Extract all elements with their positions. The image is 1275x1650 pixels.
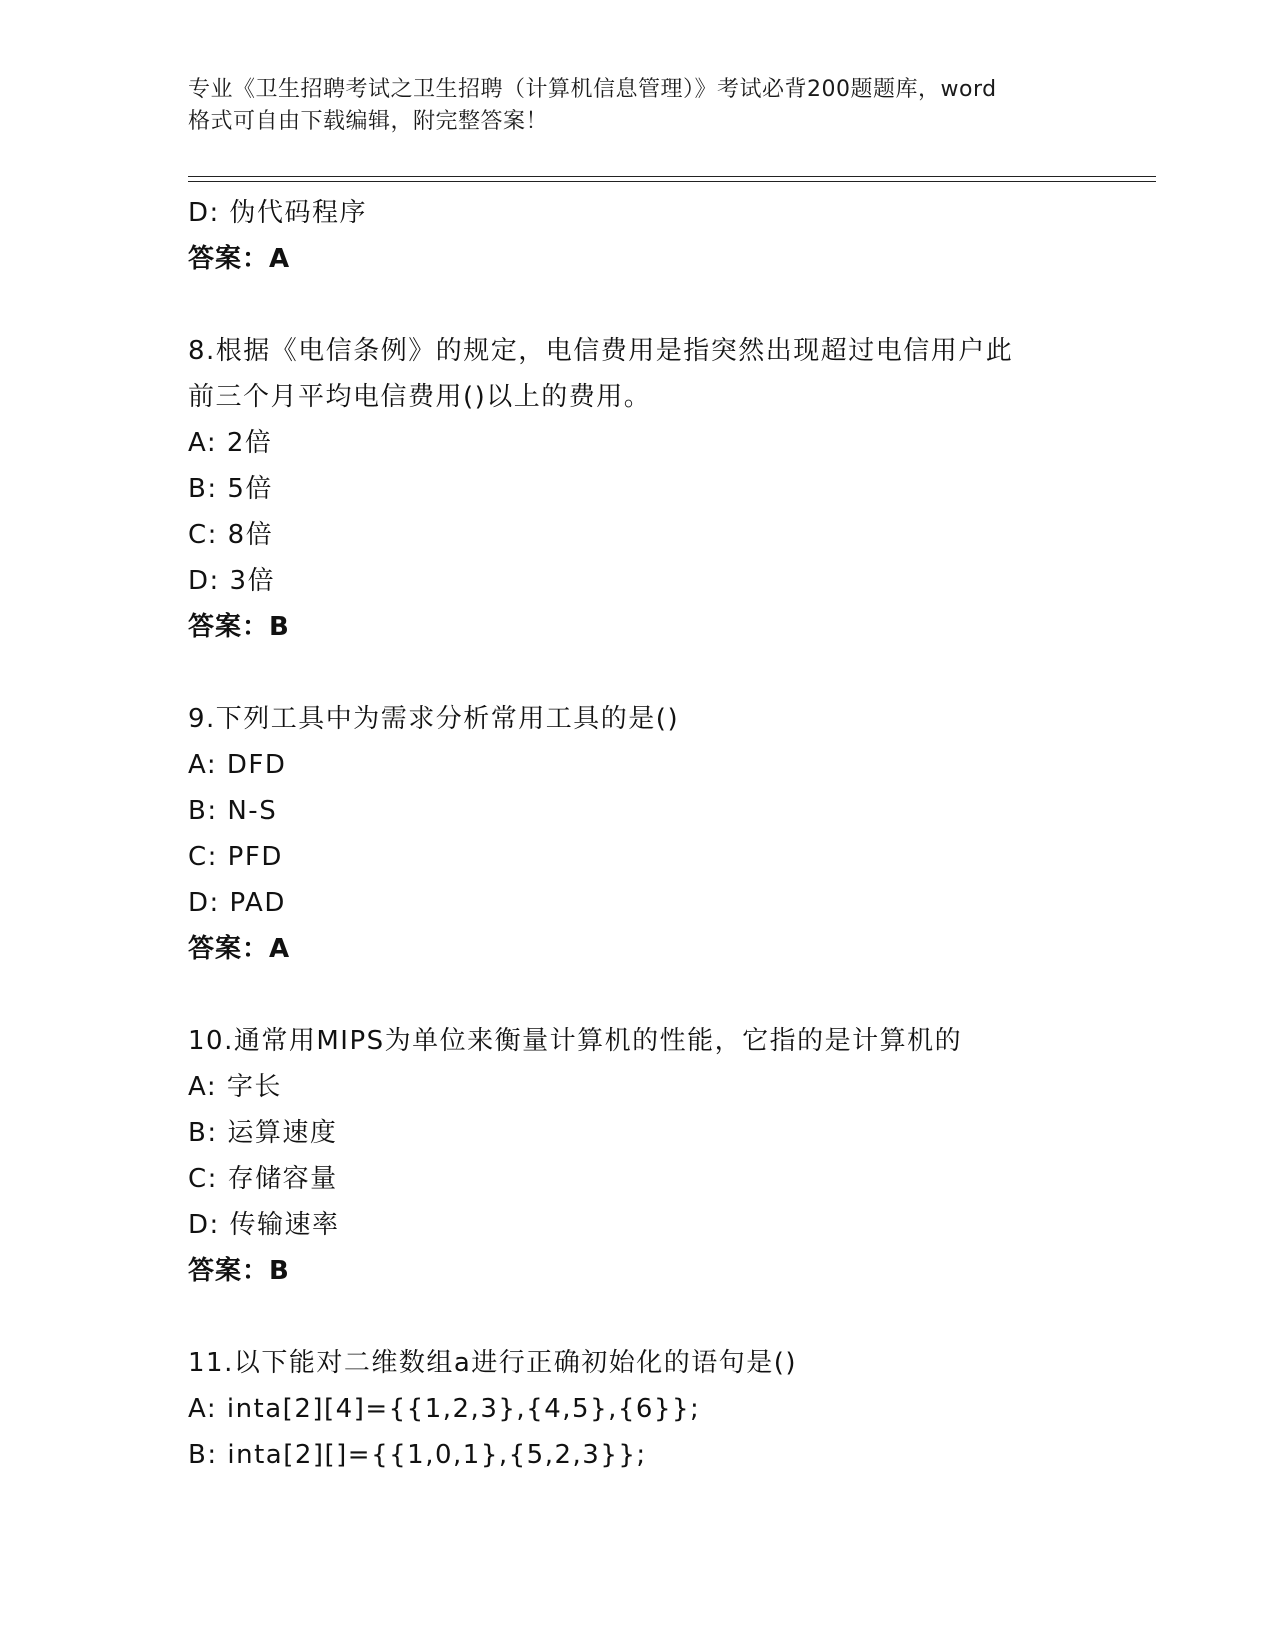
question-block-prev: [188, 190, 1148, 282]
option-d: D: 伪代码程序: [188, 198, 368, 228]
answer-line: 答案：B: [188, 612, 290, 642]
answer-line: 答案：B: [188, 1256, 290, 1286]
option-a: A: 2倍: [188, 428, 273, 458]
spacer: [188, 972, 1148, 1018]
header-divider-bottom: [188, 181, 1156, 182]
option-b: B: inta[2][]={{1,0,1},{5,2,3}};: [188, 1440, 647, 1470]
option-a: A: inta[2][4]={{1,2,3},{4,5},{6}};: [188, 1394, 701, 1424]
option-a: A: 字长: [188, 1072, 282, 1102]
header-line-2: 格式可自由下载编辑，附完整答案！: [188, 109, 549, 134]
question-block-9: [188, 696, 1148, 972]
question-block-10: [188, 1018, 1148, 1294]
spacer: [188, 1294, 1148, 1340]
question-list: [188, 190, 1148, 1478]
question-stem: 8.根据《电信条例》的规定，电信费用是指突然出现超过电信用户此: [188, 336, 1014, 366]
answer-line: 答案：A: [188, 244, 291, 274]
option-c: C: 8倍: [188, 520, 274, 550]
question-block-8: [188, 328, 1148, 650]
answer-line: 答案：A: [188, 934, 291, 964]
option-b: B: 运算速度: [188, 1118, 338, 1148]
document-header: [188, 74, 1088, 138]
option-b: B: N-S: [188, 796, 278, 826]
option-c: C: PFD: [188, 842, 283, 872]
option-d: D: PAD: [188, 888, 286, 918]
spacer: [188, 282, 1148, 328]
question-block-11: [188, 1340, 1148, 1478]
option-d: D: 3倍: [188, 566, 276, 596]
question-stem: 11.以下能对二维数组a进行正确初始化的语句是(): [188, 1348, 798, 1378]
spacer: [188, 650, 1148, 696]
option-c: C: 存储容量: [188, 1164, 338, 1194]
header-divider-top: [188, 176, 1156, 177]
header-line-1: 专业《卫生招聘考试之卫生招聘（计算机信息管理）》考试必背200题题库，word: [188, 77, 997, 102]
option-d: D: 传输速率: [188, 1210, 340, 1240]
option-a: A: DFD: [188, 750, 287, 780]
question-stem-continued: 前三个月平均电信费用()以上的费用。: [188, 382, 652, 412]
option-b: B: 5倍: [188, 474, 273, 504]
question-stem: 9.下列工具中为需求分析常用工具的是(): [188, 704, 680, 734]
question-stem: 10.通常用MIPS为单位来衡量计算机的性能，它指的是计算机的: [188, 1026, 963, 1056]
